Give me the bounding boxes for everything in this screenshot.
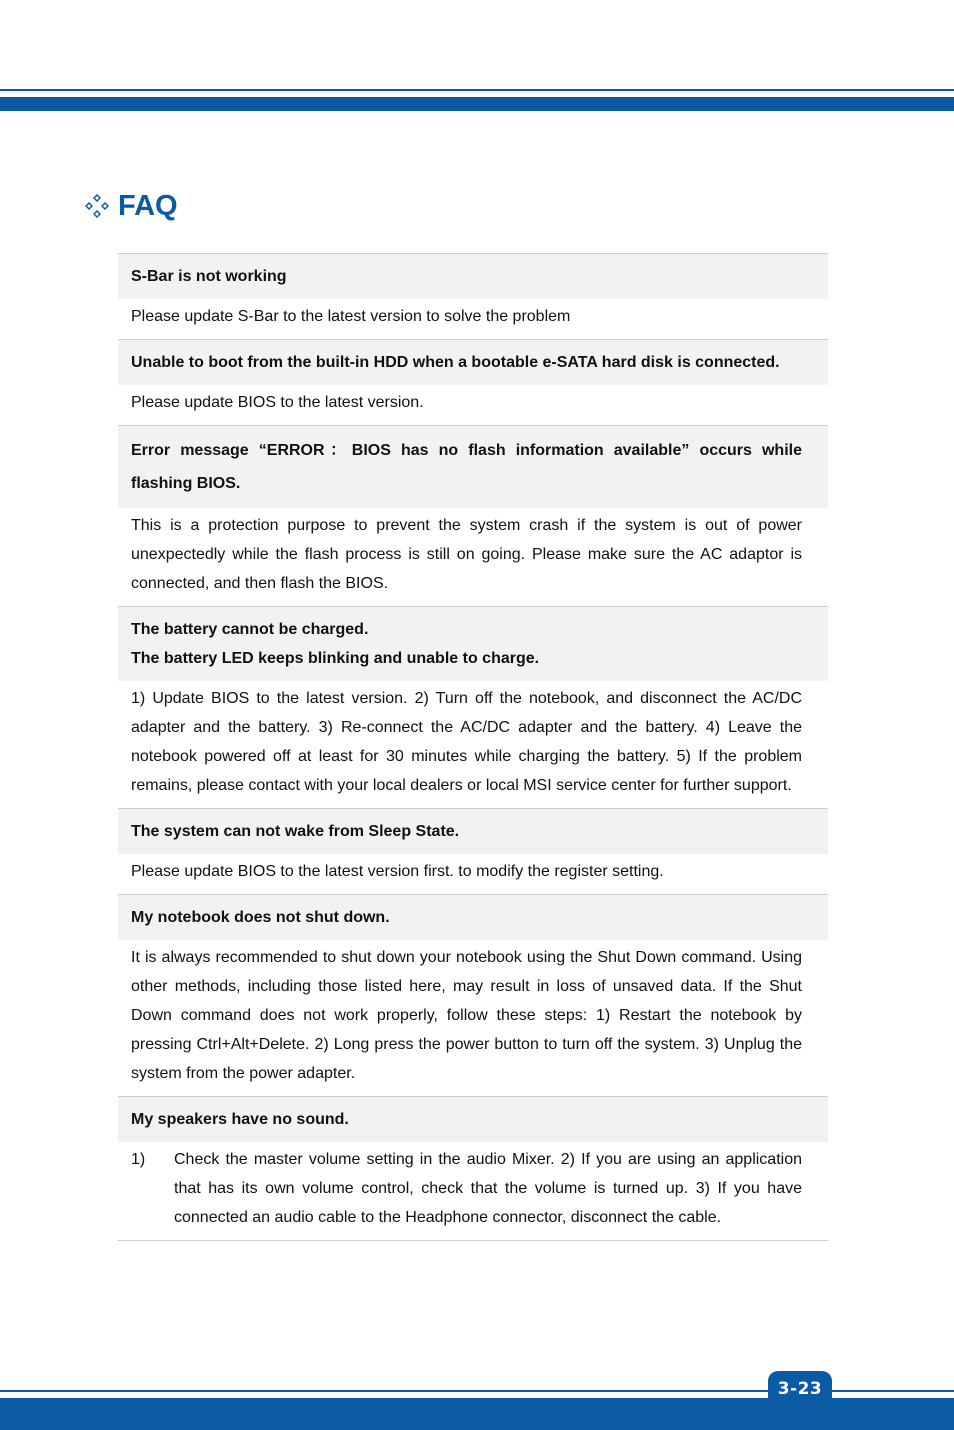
question-text: My speakers have no sound. <box>131 1111 349 1128</box>
header-rule-thin <box>0 89 954 91</box>
four-diamonds-icon <box>84 193 110 219</box>
faq-table <box>118 253 828 1241</box>
faq-answer: This is a protection purpose to prevent the system crash if the system is out of power unexpectedly while the flash process is still on going. Please make sure the AC adaptor is connected, and then flash the BIOS. <box>118 508 828 606</box>
header-rule-thick <box>0 97 954 111</box>
faq-answer: 1) Update BIOS to the latest version. 2) Turn off the notebook, and disconnect the AC/DC adapter and the battery. 3) Re-connect the AC/DC adapter and the battery. 4) Leave the notebook powered off at least for 30 minutes while charging the battery. 5) If the problem remains, please contact with your local dealers or local MSI service center for further support. <box>118 681 828 808</box>
section-heading <box>84 186 178 226</box>
question-text: My notebook does not shut down. <box>131 909 390 926</box>
faq-question <box>118 254 828 299</box>
faq-question <box>118 425 828 508</box>
faq-question <box>118 808 828 854</box>
faq-answer: Please update BIOS to the latest version. <box>118 385 828 425</box>
faq-answer <box>118 1142 828 1240</box>
question-text: The battery cannot be charged. <box>131 621 369 638</box>
answer-text: Check the master volume setting in the audio Mixer. 2) If you are using an application that has its own volume control, check that the volume is turned up. 3) If you have connected an audio cable to the Headphone connector, disconnect the cable. <box>174 1151 802 1226</box>
faq-question <box>118 339 828 385</box>
question-text: The system can not wake from Sleep State. <box>131 823 460 840</box>
faq-question <box>118 1096 828 1142</box>
list-number: 1) <box>131 1151 146 1168</box>
question-text: Error message “ERROR：BIOS has no flash information available” occurs while flashing BIOS. <box>131 442 802 492</box>
page-number: 3-23 <box>768 1371 832 1407</box>
question-text: Unable to boot from the built-in HDD when a bootable e-SATA hard disk is connected. <box>131 354 780 371</box>
faq-answer: Please update S-Bar to the latest version to solve the problem <box>118 299 828 339</box>
page-title: FAQ <box>118 189 178 222</box>
question-text: S-Bar is not working <box>131 268 287 285</box>
question-text: The battery LED keeps blinking and unable to charge. <box>131 650 540 667</box>
faq-answer: It is always recommended to shut down your notebook using the Shut Down command. Using other methods, including those listed here, may result in loss of unsaved data. If the Shut Down command does not work properly, follow these steps: 1) Restart the notebook by pressing Ctrl+Alt+Delete. 2) Long press the power button to turn off the system. 3) Unplug the system from the power adapter. <box>118 940 828 1096</box>
faq-question <box>118 606 828 681</box>
faq-answer: Please update BIOS to the latest version first. to modify the register setting. <box>118 854 828 894</box>
faq-question <box>118 894 828 940</box>
